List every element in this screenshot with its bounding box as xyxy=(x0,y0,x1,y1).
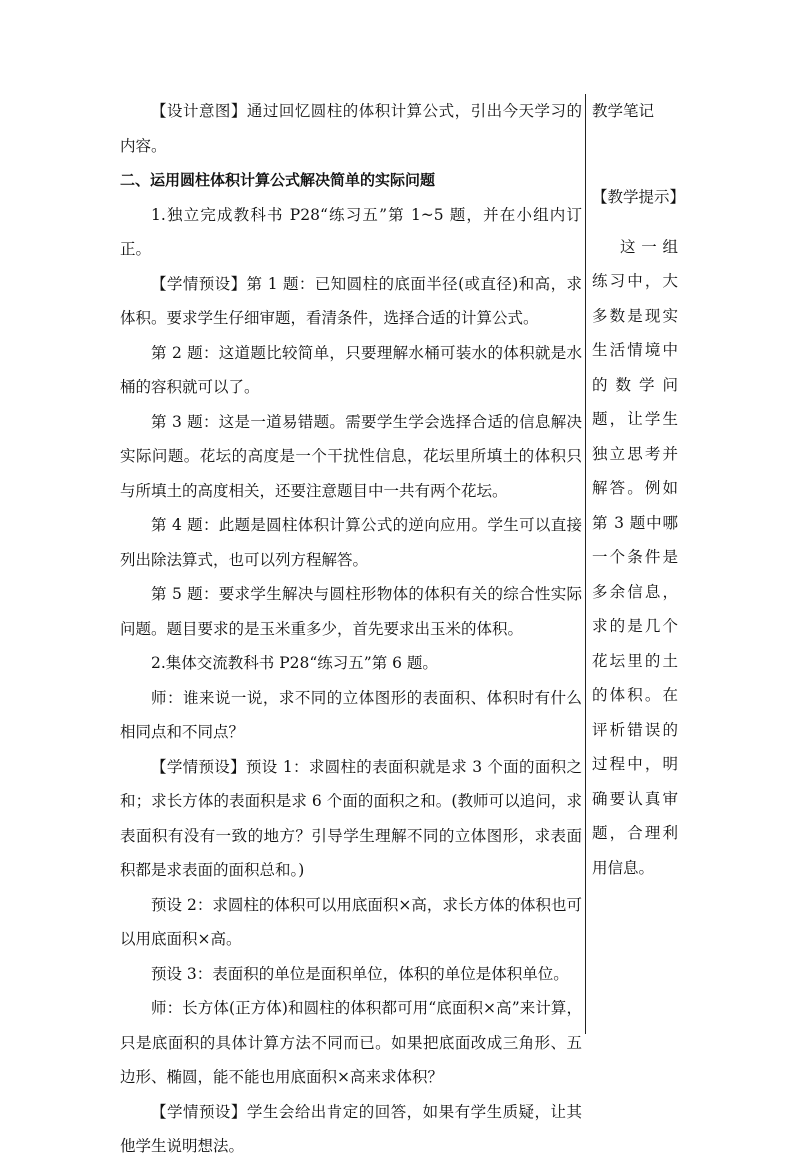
paragraph-q2: 第 2 题：这道题比较简单，只要理解水桶可装水的体积就是水桶的容积就可以了。 xyxy=(120,343,582,396)
paragraph-task-2: 2.集体交流教科书 P28“练习五”第 6 题。 xyxy=(151,654,438,672)
main-column xyxy=(120,94,582,1164)
teaching-tip-heading: 【教学提示】 xyxy=(592,187,686,206)
paragraph-q3: 第 3 题：这是一道易错题。需要学生学会选择合适的信息解决实际问题。花坛的高度是一个干扰性信息，花坛里所填土的体积只与所填土的高度相关，还要注意题目中一共有两个花坛。 xyxy=(120,412,582,500)
paragraph-preset-q1: 【学情预设】第 1 题：已知圆柱的底面半径(或直径)和高，求体积。要求学生仔细审题，看清条件，选择合适的计算公式。 xyxy=(120,274,582,327)
paragraph-q5: 第 5 题：要求学生解决与圆柱形物体的体积有关的综合性实际问题。题目要求的是玉米重多少，首先要求出玉米的体积。 xyxy=(120,585,582,638)
side-notes-title: 教学笔记 xyxy=(592,102,655,120)
paragraph-design-intent: 【设计意图】通过回忆圆柱的体积计算公式，引出今天学习的内容。 xyxy=(120,102,582,155)
teaching-tip-body: 这一组练习中，大多数是现实生活情境中的数学问题，让学生独立思考并解答。例如第 3 题中哪一个条件是多余信息，求的是几个花坛里的土的体积。在评析错误的过程中，明确要认真审题，合理利用信息。 xyxy=(592,237,678,877)
paragraph-preset-2: 预设 2：求圆柱的体积可以用底面积×高，求长方体的体积也可以用底面积×高。 xyxy=(120,895,582,948)
paragraph-q4: 第 4 题：此题是圆柱体积计算公式的逆向应用。学生可以直接列出除法算式，也可以列方程解答。 xyxy=(120,516,582,569)
paragraph-task-1: 1.独立完成教科书 P28“练习五”第 1~5 题，并在小组内订正。 xyxy=(120,205,582,258)
paragraph-teacher-summary: 师：长方体(正方体)和圆柱的体积都可用“底面积×高”来计算，只是底面积的具体计算方法不同而已。如果把底面改成三角形、五边形、椭圆，能不能也用底面积×高来求体积？ xyxy=(120,999,582,1086)
paragraph-preset-final: 【学情预设】学生会给出肯定的回答，如果有学生质疑，让其他学生说明想法。 xyxy=(120,1102,582,1155)
paragraph-preset-3: 预设 3：表面积的单位是面积单位，体积的单位是体积单位。 xyxy=(151,964,569,983)
column-divider xyxy=(585,94,586,1034)
side-notes-column xyxy=(592,94,686,885)
paragraph-preset-1: 【学情预设】预设 1：求圆柱的表面积就是求 3 个面的面积之和；求长方体的表面积是求 6 个面的面积之和。(教师可以追问，求表面积有没有一致的地方？引导学生理解不同的立体图形，求表面积都是求表面的面积总和。) xyxy=(120,757,582,879)
section-heading: 二、运用圆柱体积计算公式解决简单的实际问题 xyxy=(120,171,436,189)
paragraph-teacher-question: 师：谁来说一说，求不同的立体图形的表面积、体积时有什么相同点和不同点？ xyxy=(120,688,582,741)
